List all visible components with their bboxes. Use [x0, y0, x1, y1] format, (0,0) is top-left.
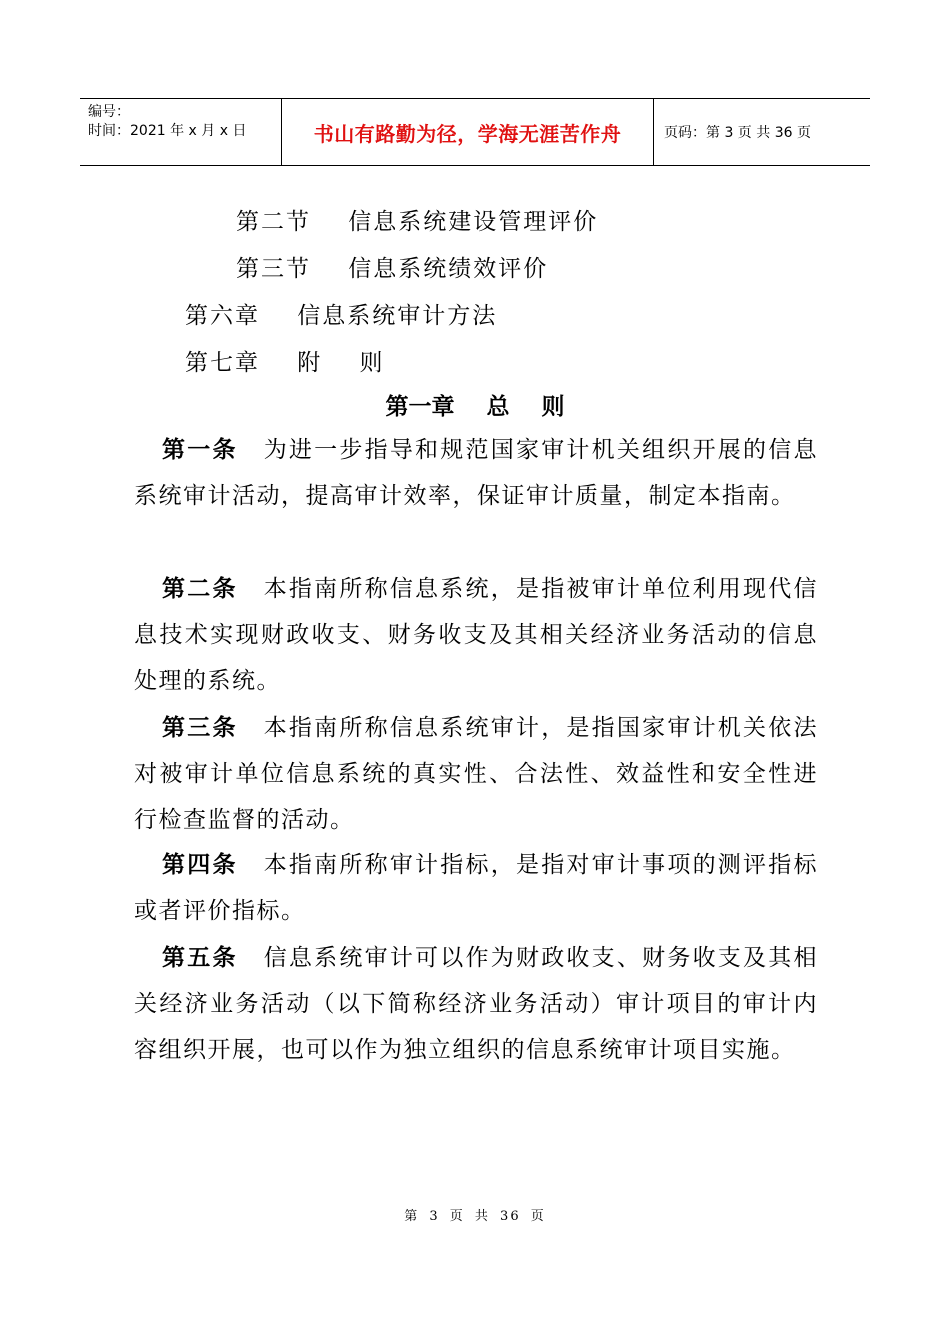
article-1	[134, 427, 818, 519]
header-motto: 书山有路勤为径，学海无涯苦作舟	[282, 99, 654, 165]
article-heading: 第二条	[162, 576, 238, 602]
document-time-label: 时间：2021 年 x 月 x 日	[88, 123, 247, 139]
toc-item-chapter-7: 第七章 附 则	[185, 350, 385, 376]
article-5	[134, 935, 818, 1073]
chapter-title: 第一章 总 则	[385, 394, 565, 420]
document-number-label: 编号：	[88, 104, 130, 120]
article-body: 本指南所称信息系统审计，是指国家审计机关依法对被审计单位信息系统的真实性、合法性、效益性和安全性进行检查监督的活动。	[134, 715, 818, 833]
toc-item-section-2: 第二节 信息系统建设管理评价	[236, 209, 599, 235]
page-header	[80, 98, 870, 166]
article-body: 本指南所称审计指标，是指对审计事项的测评指标或者评价指标。	[134, 852, 818, 924]
toc-item-section-3: 第三节 信息系统绩效评价	[236, 256, 549, 282]
article-heading: 第四条	[162, 852, 238, 878]
article-4	[134, 842, 818, 934]
article-heading: 第一条	[162, 437, 238, 463]
article-3	[134, 705, 818, 843]
article-heading: 第三条	[162, 715, 238, 741]
page-footer: 第 3 页 共 36 页	[404, 1209, 546, 1224]
article-body: 本指南所称信息系统，是指被审计单位利用现代信息技术实现财政收支、财务收支及其相关经济业务活动的信息处理的系统。	[134, 576, 818, 694]
article-body: 信息系统审计可以作为财政收支、财务收支及其相关经济业务活动（以下简称经济业务活动）审计项目的审计内容组织开展，也可以作为独立组织的信息系统审计项目实施。	[134, 945, 818, 1063]
header-page-info: 页码：第 3 页 共 36 页	[664, 125, 811, 141]
article-heading: 第五条	[162, 945, 238, 971]
article-body: 为进一步指导和规范国家审计机关组织开展的信息系统审计活动，提高审计效率，保证审计质量，制定本指南。	[134, 437, 818, 509]
article-2	[134, 566, 818, 704]
toc-item-chapter-6: 第六章 信息系统审计方法	[185, 303, 498, 329]
header-meta	[80, 99, 282, 165]
